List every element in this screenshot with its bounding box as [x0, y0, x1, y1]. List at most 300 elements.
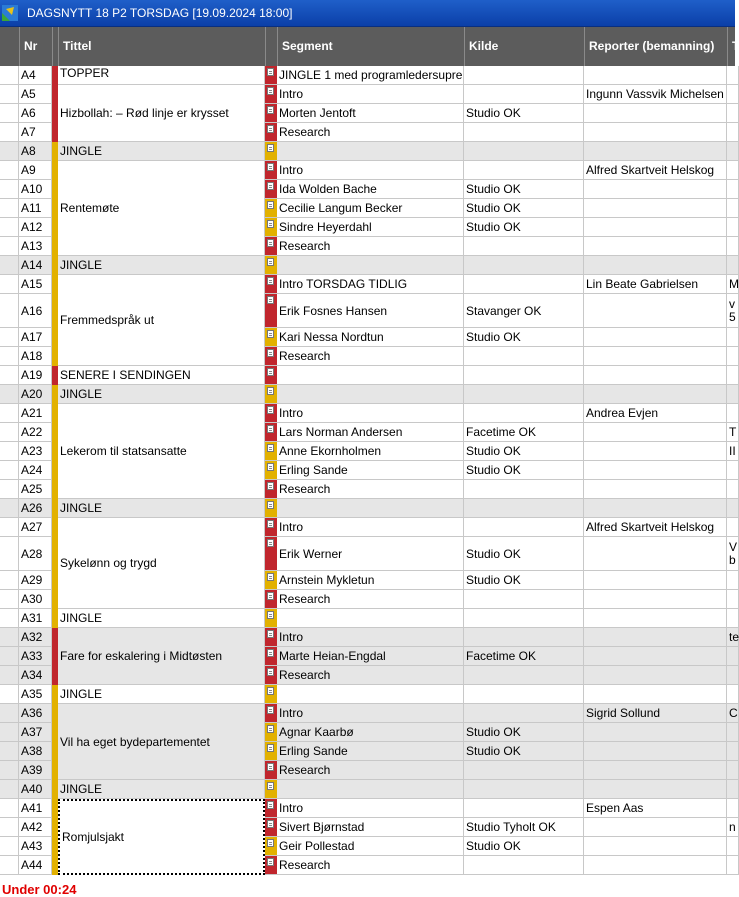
source-cell[interactable]: [464, 142, 584, 161]
row-number[interactable]: A14: [19, 256, 52, 275]
source-cell[interactable]: [464, 85, 584, 104]
row-number[interactable]: A41: [19, 799, 52, 818]
segment-cell[interactable]: Anne Ekornholmen: [277, 442, 464, 461]
segment-cell[interactable]: [277, 780, 464, 799]
source-cell[interactable]: [464, 761, 584, 780]
source-cell[interactable]: Studio OK: [464, 180, 584, 199]
reporter-cell[interactable]: [584, 256, 727, 275]
extra-cell[interactable]: [727, 123, 739, 142]
source-cell[interactable]: [464, 385, 584, 404]
row-marker[interactable]: [0, 85, 19, 104]
extra-cell[interactable]: [727, 461, 739, 480]
row-number[interactable]: A36: [19, 704, 52, 723]
row-marker[interactable]: [0, 123, 19, 142]
status-indicator[interactable]: [265, 199, 277, 218]
story-title[interactable]: JINGLE: [58, 385, 265, 404]
row-marker[interactable]: [0, 404, 19, 423]
status-indicator[interactable]: [265, 837, 277, 856]
source-cell[interactable]: [464, 590, 584, 609]
source-cell[interactable]: [464, 518, 584, 537]
row-marker[interactable]: [0, 647, 19, 666]
row-number[interactable]: A35: [19, 685, 52, 704]
row-marker[interactable]: [0, 818, 19, 837]
row-marker[interactable]: [0, 423, 19, 442]
reporter-cell[interactable]: [584, 609, 727, 628]
row-number[interactable]: A20: [19, 385, 52, 404]
source-cell[interactable]: Studio OK: [464, 104, 584, 123]
extra-cell[interactable]: [727, 537, 739, 571]
reporter-cell[interactable]: [584, 571, 727, 590]
status-indicator[interactable]: [265, 499, 277, 518]
reporter-cell[interactable]: Espen Aas: [584, 799, 727, 818]
column-header-source[interactable]: Kilde: [464, 27, 584, 66]
story-title[interactable]: Rentemøte: [58, 161, 265, 256]
segment-cell[interactable]: Sindre Heyerdahl: [277, 218, 464, 237]
reporter-cell[interactable]: [584, 104, 727, 123]
reporter-cell[interactable]: [584, 499, 727, 518]
source-cell[interactable]: [464, 609, 584, 628]
row-marker[interactable]: [0, 385, 19, 404]
row-number[interactable]: A40: [19, 780, 52, 799]
row-number[interactable]: A30: [19, 590, 52, 609]
extra-cell[interactable]: [727, 180, 739, 199]
segment-cell[interactable]: Intro TORSDAG TIDLIG: [277, 275, 464, 294]
story-title[interactable]: TOPPER: [58, 66, 265, 85]
status-indicator[interactable]: [265, 442, 277, 461]
reporter-cell[interactable]: [584, 742, 727, 761]
row-marker[interactable]: [0, 685, 19, 704]
status-indicator[interactable]: [265, 818, 277, 837]
source-cell[interactable]: [464, 66, 584, 85]
status-indicator[interactable]: [265, 275, 277, 294]
segment-cell[interactable]: [277, 142, 464, 161]
story-title[interactable]: Hizbollah: – Rød linje er krysset: [58, 85, 265, 142]
row-number[interactable]: A7: [19, 123, 52, 142]
status-indicator[interactable]: [265, 161, 277, 180]
extra-cell[interactable]: [727, 499, 739, 518]
row-number[interactable]: A5: [19, 85, 52, 104]
row-number[interactable]: A19: [19, 366, 52, 385]
extra-cell[interactable]: [727, 704, 739, 723]
extra-cell[interactable]: [727, 66, 739, 85]
story-title[interactable]: JINGLE: [58, 609, 265, 628]
row-marker[interactable]: [0, 518, 19, 537]
extra-cell[interactable]: [727, 647, 739, 666]
reporter-cell[interactable]: [584, 328, 727, 347]
segment-cell[interactable]: Intro: [277, 161, 464, 180]
source-cell[interactable]: [464, 161, 584, 180]
source-cell[interactable]: [464, 366, 584, 385]
status-indicator[interactable]: [265, 480, 277, 499]
story-title[interactable]: JINGLE: [58, 499, 265, 518]
source-cell[interactable]: [464, 499, 584, 518]
segment-cell[interactable]: Geir Pollestad: [277, 837, 464, 856]
row-marker[interactable]: [0, 628, 19, 647]
source-cell[interactable]: [464, 704, 584, 723]
status-indicator[interactable]: [265, 685, 277, 704]
extra-cell[interactable]: [727, 237, 739, 256]
reporter-cell[interactable]: [584, 385, 727, 404]
row-number[interactable]: A31: [19, 609, 52, 628]
segment-cell[interactable]: [277, 366, 464, 385]
reporter-cell[interactable]: [584, 423, 727, 442]
source-cell[interactable]: [464, 256, 584, 275]
row-number[interactable]: A42: [19, 818, 52, 837]
extra-cell[interactable]: [727, 518, 739, 537]
reporter-cell[interactable]: [584, 818, 727, 837]
reporter-cell[interactable]: [584, 837, 727, 856]
row-number[interactable]: A26: [19, 499, 52, 518]
extra-cell[interactable]: [727, 442, 739, 461]
row-number[interactable]: A25: [19, 480, 52, 499]
extra-cell[interactable]: [727, 142, 739, 161]
row-marker[interactable]: [0, 180, 19, 199]
reporter-cell[interactable]: [584, 761, 727, 780]
row-number[interactable]: A13: [19, 237, 52, 256]
row-marker[interactable]: [0, 837, 19, 856]
story-title[interactable]: Fare for eskalering i Midtøsten: [58, 628, 265, 685]
row-marker[interactable]: [0, 571, 19, 590]
source-cell[interactable]: [464, 780, 584, 799]
source-cell[interactable]: [464, 685, 584, 704]
extra-cell[interactable]: [727, 85, 739, 104]
status-indicator[interactable]: [265, 218, 277, 237]
segment-cell[interactable]: Erling Sande: [277, 461, 464, 480]
extra-cell[interactable]: [727, 856, 739, 875]
extra-cell[interactable]: [727, 609, 739, 628]
segment-cell[interactable]: Intro: [277, 704, 464, 723]
row-marker[interactable]: [0, 275, 19, 294]
source-cell[interactable]: Stavanger OK: [464, 294, 584, 328]
reporter-cell[interactable]: Sigrid Sollund: [584, 704, 727, 723]
row-number[interactable]: A44: [19, 856, 52, 875]
extra-cell[interactable]: [727, 218, 739, 237]
source-cell[interactable]: Studio OK: [464, 742, 584, 761]
source-cell[interactable]: Studio Tyholt OK: [464, 818, 584, 837]
reporter-cell[interactable]: Alfred Skartveit Helskog: [584, 518, 727, 537]
row-number[interactable]: A43: [19, 837, 52, 856]
status-indicator[interactable]: [265, 294, 277, 328]
status-indicator[interactable]: [265, 723, 277, 742]
column-header-marker[interactable]: [0, 27, 19, 66]
reporter-cell[interactable]: [584, 780, 727, 799]
segment-cell[interactable]: Sivert Bjørnstad: [277, 818, 464, 837]
status-indicator[interactable]: [265, 66, 277, 85]
segment-cell[interactable]: JINGLE 1 med programledersupre: [277, 66, 464, 85]
reporter-cell[interactable]: Alfred Skartveit Helskog: [584, 161, 727, 180]
reporter-cell[interactable]: [584, 180, 727, 199]
row-marker[interactable]: [0, 499, 19, 518]
segment-cell[interactable]: Intro: [277, 628, 464, 647]
extra-cell[interactable]: [727, 761, 739, 780]
row-number[interactable]: A23: [19, 442, 52, 461]
status-indicator[interactable]: [265, 780, 277, 799]
row-number[interactable]: A27: [19, 518, 52, 537]
row-marker[interactable]: [0, 761, 19, 780]
story-title[interactable]: JINGLE: [58, 685, 265, 704]
story-title[interactable]: Romjulsjakt: [58, 799, 265, 875]
segment-cell[interactable]: Ida Wolden Bache: [277, 180, 464, 199]
segment-cell[interactable]: Agnar Kaarbø: [277, 723, 464, 742]
reporter-cell[interactable]: [584, 461, 727, 480]
segment-cell[interactable]: Intro: [277, 518, 464, 537]
segment-cell[interactable]: Lars Norman Andersen: [277, 423, 464, 442]
status-indicator[interactable]: [265, 609, 277, 628]
row-number[interactable]: A21: [19, 404, 52, 423]
source-cell[interactable]: Studio OK: [464, 837, 584, 856]
extra-cell[interactable]: [727, 347, 739, 366]
row-number[interactable]: A10: [19, 180, 52, 199]
row-number[interactable]: A38: [19, 742, 52, 761]
source-cell[interactable]: Studio OK: [464, 571, 584, 590]
segment-cell[interactable]: Kari Nessa Nordtun: [277, 328, 464, 347]
row-marker[interactable]: [0, 609, 19, 628]
row-marker[interactable]: [0, 218, 19, 237]
extra-cell[interactable]: [727, 385, 739, 404]
reporter-cell[interactable]: [584, 590, 727, 609]
status-indicator[interactable]: [265, 518, 277, 537]
row-number[interactable]: A22: [19, 423, 52, 442]
extra-cell[interactable]: [727, 161, 739, 180]
row-marker[interactable]: [0, 723, 19, 742]
segment-cell[interactable]: [277, 256, 464, 275]
segment-cell[interactable]: Intro: [277, 799, 464, 818]
column-header-segment[interactable]: Segment: [277, 27, 464, 66]
reporter-cell[interactable]: [584, 628, 727, 647]
reporter-cell[interactable]: Ingunn Vassvik Michelsen: [584, 85, 727, 104]
segment-cell[interactable]: Research: [277, 123, 464, 142]
source-cell[interactable]: Studio OK: [464, 442, 584, 461]
status-indicator[interactable]: [265, 366, 277, 385]
extra-cell[interactable]: [727, 328, 739, 347]
row-marker[interactable]: [0, 294, 19, 328]
source-cell[interactable]: [464, 404, 584, 423]
status-indicator[interactable]: [265, 856, 277, 875]
source-cell[interactable]: Facetime OK: [464, 647, 584, 666]
segment-cell[interactable]: Morten Jentoft: [277, 104, 464, 123]
row-number[interactable]: A8: [19, 142, 52, 161]
source-cell[interactable]: Studio OK: [464, 218, 584, 237]
status-indicator[interactable]: [265, 385, 277, 404]
extra-cell[interactable]: [727, 199, 739, 218]
extra-cell[interactable]: [727, 294, 739, 328]
source-cell[interactable]: [464, 628, 584, 647]
segment-cell[interactable]: Intro: [277, 85, 464, 104]
status-indicator[interactable]: [265, 537, 277, 571]
status-indicator[interactable]: [265, 237, 277, 256]
reporter-cell[interactable]: [584, 123, 727, 142]
extra-cell[interactable]: [727, 742, 739, 761]
reporter-cell[interactable]: [584, 442, 727, 461]
reporter-cell[interactable]: [584, 723, 727, 742]
status-indicator[interactable]: [265, 328, 277, 347]
source-cell[interactable]: [464, 799, 584, 818]
row-marker[interactable]: [0, 461, 19, 480]
reporter-cell[interactable]: Lin Beate Gabrielsen: [584, 275, 727, 294]
row-marker[interactable]: [0, 856, 19, 875]
segment-cell[interactable]: Research: [277, 347, 464, 366]
story-title[interactable]: JINGLE: [58, 256, 265, 275]
segment-cell[interactable]: Research: [277, 590, 464, 609]
row-number[interactable]: A32: [19, 628, 52, 647]
extra-cell[interactable]: [727, 628, 739, 647]
row-number[interactable]: A16: [19, 294, 52, 328]
row-number[interactable]: A12: [19, 218, 52, 237]
extra-cell[interactable]: [727, 275, 739, 294]
extra-cell[interactable]: [727, 104, 739, 123]
segment-cell[interactable]: Erik Fosnes Hansen: [277, 294, 464, 328]
source-cell[interactable]: Studio OK: [464, 537, 584, 571]
source-cell[interactable]: Facetime OK: [464, 423, 584, 442]
status-indicator[interactable]: [265, 404, 277, 423]
reporter-cell[interactable]: [584, 480, 727, 499]
source-cell[interactable]: Studio OK: [464, 461, 584, 480]
source-cell[interactable]: Studio OK: [464, 723, 584, 742]
row-number[interactable]: A11: [19, 199, 52, 218]
source-cell[interactable]: Studio OK: [464, 328, 584, 347]
extra-cell[interactable]: [727, 723, 739, 742]
extra-cell[interactable]: [727, 590, 739, 609]
source-cell[interactable]: [464, 666, 584, 685]
row-number[interactable]: A15: [19, 275, 52, 294]
extra-cell[interactable]: [727, 571, 739, 590]
segment-cell[interactable]: [277, 499, 464, 518]
reporter-cell[interactable]: Andrea Evjen: [584, 404, 727, 423]
row-marker[interactable]: [0, 442, 19, 461]
source-cell[interactable]: [464, 480, 584, 499]
status-indicator[interactable]: [265, 761, 277, 780]
reporter-cell[interactable]: [584, 294, 727, 328]
column-header-reporter[interactable]: Reporter (bemanning): [584, 27, 727, 66]
status-indicator[interactable]: [265, 256, 277, 275]
story-title[interactable]: Lekerom til statsansatte: [58, 404, 265, 499]
reporter-cell[interactable]: [584, 66, 727, 85]
extra-cell[interactable]: [727, 780, 739, 799]
status-indicator[interactable]: [265, 590, 277, 609]
row-marker[interactable]: [0, 347, 19, 366]
story-title[interactable]: Fremmedspråk ut: [58, 275, 265, 366]
status-indicator[interactable]: [265, 104, 277, 123]
source-cell[interactable]: [464, 123, 584, 142]
row-marker[interactable]: [0, 256, 19, 275]
status-indicator[interactable]: [265, 628, 277, 647]
story-title[interactable]: Sykelønn og trygd: [58, 518, 265, 609]
reporter-cell[interactable]: [584, 199, 727, 218]
row-marker[interactable]: [0, 237, 19, 256]
row-number[interactable]: A17: [19, 328, 52, 347]
source-cell[interactable]: [464, 856, 584, 875]
reporter-cell[interactable]: [584, 218, 727, 237]
row-marker[interactable]: [0, 666, 19, 685]
row-number[interactable]: A4: [19, 66, 52, 85]
row-number[interactable]: A9: [19, 161, 52, 180]
reporter-cell[interactable]: [584, 237, 727, 256]
extra-cell[interactable]: [727, 366, 739, 385]
reporter-cell[interactable]: [584, 666, 727, 685]
status-indicator[interactable]: [265, 742, 277, 761]
status-indicator[interactable]: [265, 571, 277, 590]
row-number[interactable]: A28: [19, 537, 52, 571]
row-number[interactable]: A34: [19, 666, 52, 685]
story-title[interactable]: SENERE I SENDINGEN: [58, 366, 265, 385]
segment-cell[interactable]: Research: [277, 480, 464, 499]
status-indicator[interactable]: [265, 180, 277, 199]
status-indicator[interactable]: [265, 85, 277, 104]
extra-cell[interactable]: [727, 423, 739, 442]
segment-cell[interactable]: Research: [277, 237, 464, 256]
segment-cell[interactable]: Marte Heian-Engdal: [277, 647, 464, 666]
segment-cell[interactable]: Research: [277, 856, 464, 875]
reporter-cell[interactable]: [584, 366, 727, 385]
reporter-cell[interactable]: [584, 537, 727, 571]
status-indicator[interactable]: [265, 461, 277, 480]
status-indicator[interactable]: [265, 347, 277, 366]
reporter-cell[interactable]: [584, 647, 727, 666]
row-marker[interactable]: [0, 537, 19, 571]
row-number[interactable]: A33: [19, 647, 52, 666]
status-indicator[interactable]: [265, 704, 277, 723]
reporter-cell[interactable]: [584, 856, 727, 875]
status-indicator[interactable]: [265, 142, 277, 161]
row-marker[interactable]: [0, 780, 19, 799]
story-title[interactable]: Vil ha eget bydepartementet: [58, 704, 265, 780]
source-cell[interactable]: Studio OK: [464, 199, 584, 218]
segment-cell[interactable]: [277, 609, 464, 628]
status-indicator[interactable]: [265, 799, 277, 818]
extra-cell[interactable]: [727, 685, 739, 704]
row-marker[interactable]: [0, 142, 19, 161]
segment-cell[interactable]: Arnstein Mykletun: [277, 571, 464, 590]
segment-cell[interactable]: [277, 385, 464, 404]
row-marker[interactable]: [0, 742, 19, 761]
story-title[interactable]: JINGLE: [58, 142, 265, 161]
segment-cell[interactable]: Research: [277, 761, 464, 780]
source-cell[interactable]: [464, 347, 584, 366]
segment-cell[interactable]: [277, 685, 464, 704]
column-header-nr[interactable]: Nr: [19, 27, 52, 66]
source-cell[interactable]: [464, 275, 584, 294]
row-marker[interactable]: [0, 799, 19, 818]
row-number[interactable]: A6: [19, 104, 52, 123]
segment-cell[interactable]: Research: [277, 666, 464, 685]
extra-cell[interactable]: [727, 818, 739, 837]
row-marker[interactable]: [0, 366, 19, 385]
row-number[interactable]: A24: [19, 461, 52, 480]
reporter-cell[interactable]: [584, 142, 727, 161]
reporter-cell[interactable]: [584, 685, 727, 704]
segment-cell[interactable]: Erik Werner: [277, 537, 464, 571]
row-number[interactable]: A39: [19, 761, 52, 780]
extra-cell[interactable]: [727, 799, 739, 818]
row-marker[interactable]: [0, 480, 19, 499]
extra-cell[interactable]: [727, 666, 739, 685]
reporter-cell[interactable]: [584, 347, 727, 366]
row-number[interactable]: A29: [19, 571, 52, 590]
row-marker[interactable]: [0, 104, 19, 123]
extra-cell[interactable]: [727, 837, 739, 856]
row-number[interactable]: A18: [19, 347, 52, 366]
column-header-extra[interactable]: T: [727, 27, 735, 66]
row-marker[interactable]: [0, 199, 19, 218]
status-indicator[interactable]: [265, 423, 277, 442]
extra-cell[interactable]: [727, 256, 739, 275]
status-indicator[interactable]: [265, 666, 277, 685]
extra-cell[interactable]: [727, 480, 739, 499]
row-marker[interactable]: [0, 590, 19, 609]
segment-cell[interactable]: Erling Sande: [277, 742, 464, 761]
segment-cell[interactable]: Cecilie Langum Becker: [277, 199, 464, 218]
column-header-title[interactable]: Tittel: [58, 27, 265, 66]
